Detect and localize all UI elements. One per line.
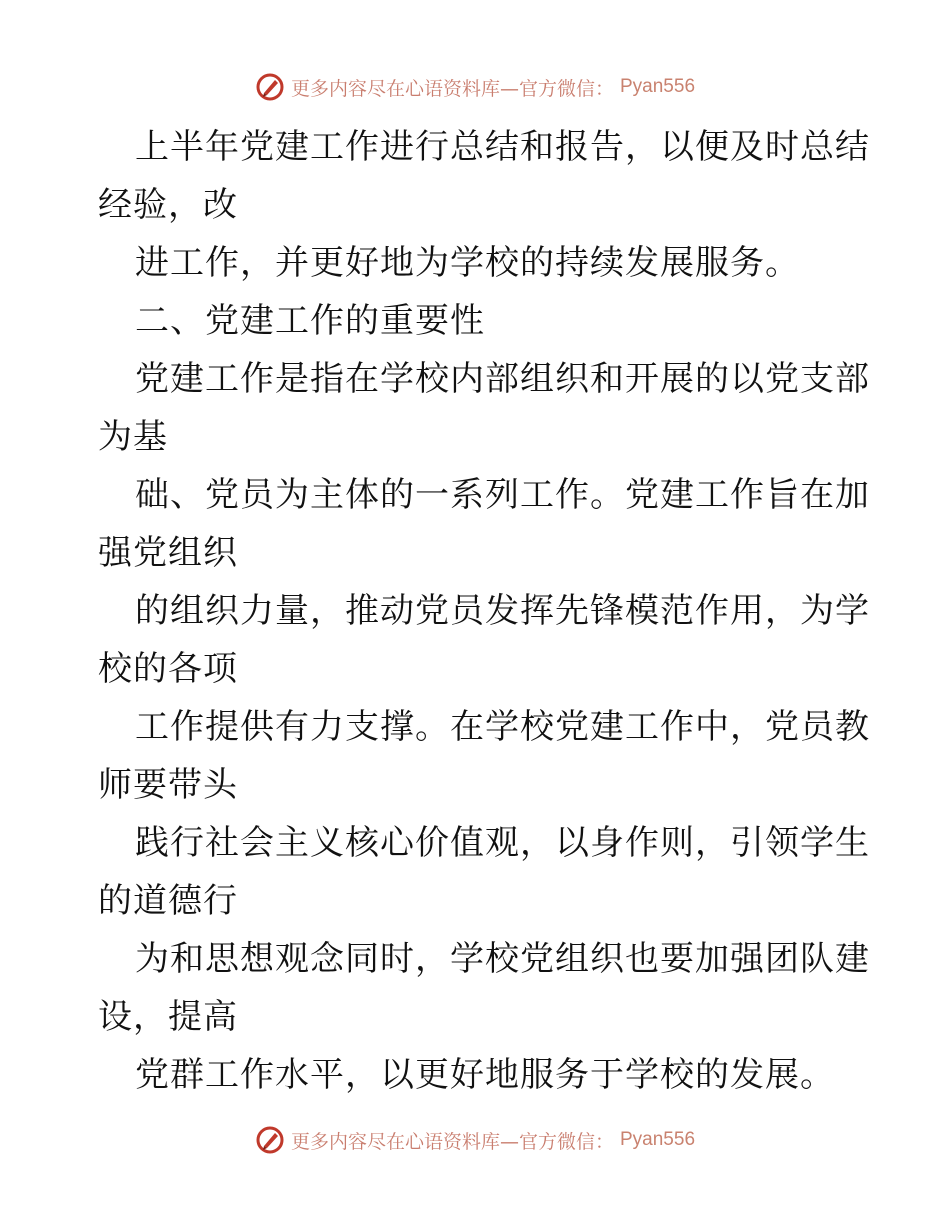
body-line: 工作提供有力支撑。在学校党建工作中，党员教	[135, 707, 870, 747]
header-watermark	[0, 72, 950, 102]
document-body	[98, 118, 870, 1104]
body-line: 为基	[98, 417, 168, 457]
watermark-text: 更多内容尽在心语资料库—官方微信：	[290, 1130, 614, 1153]
body-line: 上半年党建工作进行总结和报告，以便及时总结	[135, 127, 870, 167]
body-line: 进工作，并更好地为学校的持续发展服务。	[135, 243, 800, 283]
watermark-text: 更多内容尽在心语资料库—官方微信：	[290, 77, 614, 100]
body-line: 校的各项	[98, 649, 238, 689]
body-line: 师要带头	[98, 765, 238, 805]
pen-logo-icon	[255, 72, 285, 102]
pen-logo-icon	[255, 1125, 285, 1155]
body-line: 础、党员为主体的一系列工作。党建工作旨在加	[135, 475, 870, 515]
body-line: 经验，改	[98, 185, 238, 225]
body-line: 党群工作水平，以更好地服务于学校的发展。	[135, 1055, 835, 1095]
body-line: 的组织力量，推动党员发挥先锋模范作用，为学	[135, 591, 870, 631]
body-line: 践行社会主义核心价值观，以身作则，引领学生	[135, 823, 870, 863]
body-line: 为和思想观念同时，学校党组织也要加强团队建	[135, 939, 870, 979]
body-line: 党建工作是指在学校内部组织和开展的以党支部	[135, 359, 870, 399]
body-line: 设，提高	[98, 997, 238, 1037]
watermark-wechat-id: Pyan556	[620, 1129, 696, 1150]
footer-watermark	[0, 1125, 950, 1155]
body-line: 强党组织	[98, 533, 238, 573]
section-heading: 二、党建工作的重要性	[135, 301, 485, 341]
body-line: 的道德行	[98, 881, 238, 921]
watermark-wechat-id: Pyan556	[620, 76, 696, 97]
